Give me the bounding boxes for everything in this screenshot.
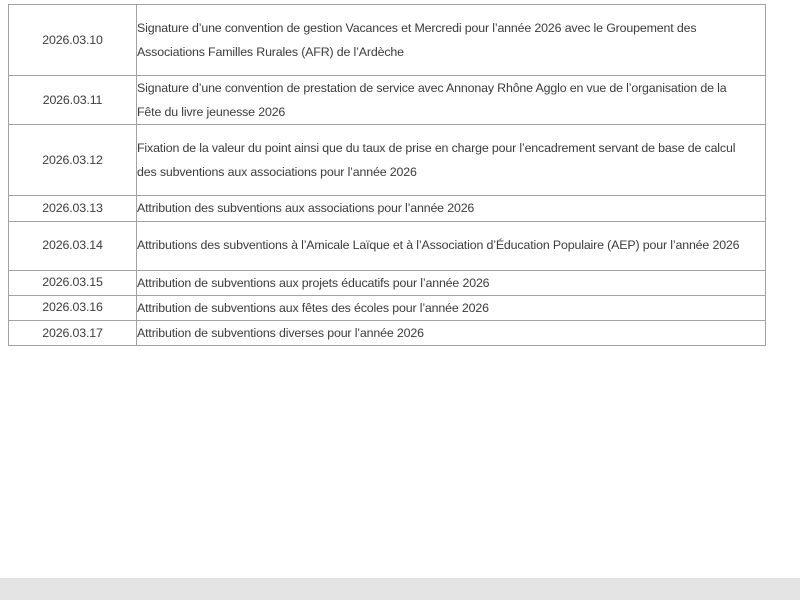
cell-date: 2026.03.16 xyxy=(9,295,137,320)
cell-date: 2026.03.10 xyxy=(9,5,137,76)
cell-date: 2026.03.14 xyxy=(9,221,137,270)
table-row xyxy=(9,125,766,196)
table-row xyxy=(9,295,766,320)
description-text: Attribution de subventions aux projets éducatifs pour l’année 2026 xyxy=(137,275,490,290)
table-row xyxy=(9,270,766,295)
table-row xyxy=(9,320,766,345)
cell-date: 2026.03.17 xyxy=(9,320,137,345)
cell-description xyxy=(137,76,766,125)
cell-date: 2026.03.11 xyxy=(9,76,137,125)
description-text: Attributions des subventions à l’Amicale Laïque et à l’Association d’Éducation Populaire (AEP) pour l’année 2026 xyxy=(137,238,740,253)
description-text: Attribution des subventions aux associations pour l’année 2026 xyxy=(137,201,475,216)
cell-date: 2026.03.12 xyxy=(9,125,137,196)
description-text: Attribution de subventions aux fêtes des écoles pour l’année 2026 xyxy=(137,300,489,315)
cell-description xyxy=(137,295,766,320)
cell-description xyxy=(137,125,766,196)
description-text: Attribution de subventions diverses pour l’année 2026 xyxy=(137,325,424,340)
table-row xyxy=(9,196,766,221)
footer-band xyxy=(0,578,800,600)
description-text: Signature d’une convention de prestation de service avec Annonay Rhône Agglo en vue de l’organisation de la Fête du livre jeunesse 2026 xyxy=(137,81,727,120)
cell-description xyxy=(137,221,766,270)
table-row xyxy=(9,221,766,270)
description-text: Signature d’une convention de gestion Vacances et Mercredi pour l’année 2026 avec le Groupement des Associations Familles Rurales (AFR) de l’Ardèche xyxy=(137,20,697,59)
table-body xyxy=(9,5,766,346)
cell-date: 2026.03.13 xyxy=(9,196,137,221)
table-row xyxy=(9,76,766,125)
cell-description xyxy=(137,320,766,345)
cell-date: 2026.03.15 xyxy=(9,270,137,295)
deliberations-table xyxy=(8,4,766,346)
cell-description xyxy=(137,5,766,76)
table-row xyxy=(9,5,766,76)
description-text: Fixation de la valeur du point ainsi que du taux de prise en charge pour l’encadrement servant de base de calcul des subventions aux associations pour l’année 2026 xyxy=(137,141,736,180)
cell-description xyxy=(137,270,766,295)
cell-description xyxy=(137,196,766,221)
